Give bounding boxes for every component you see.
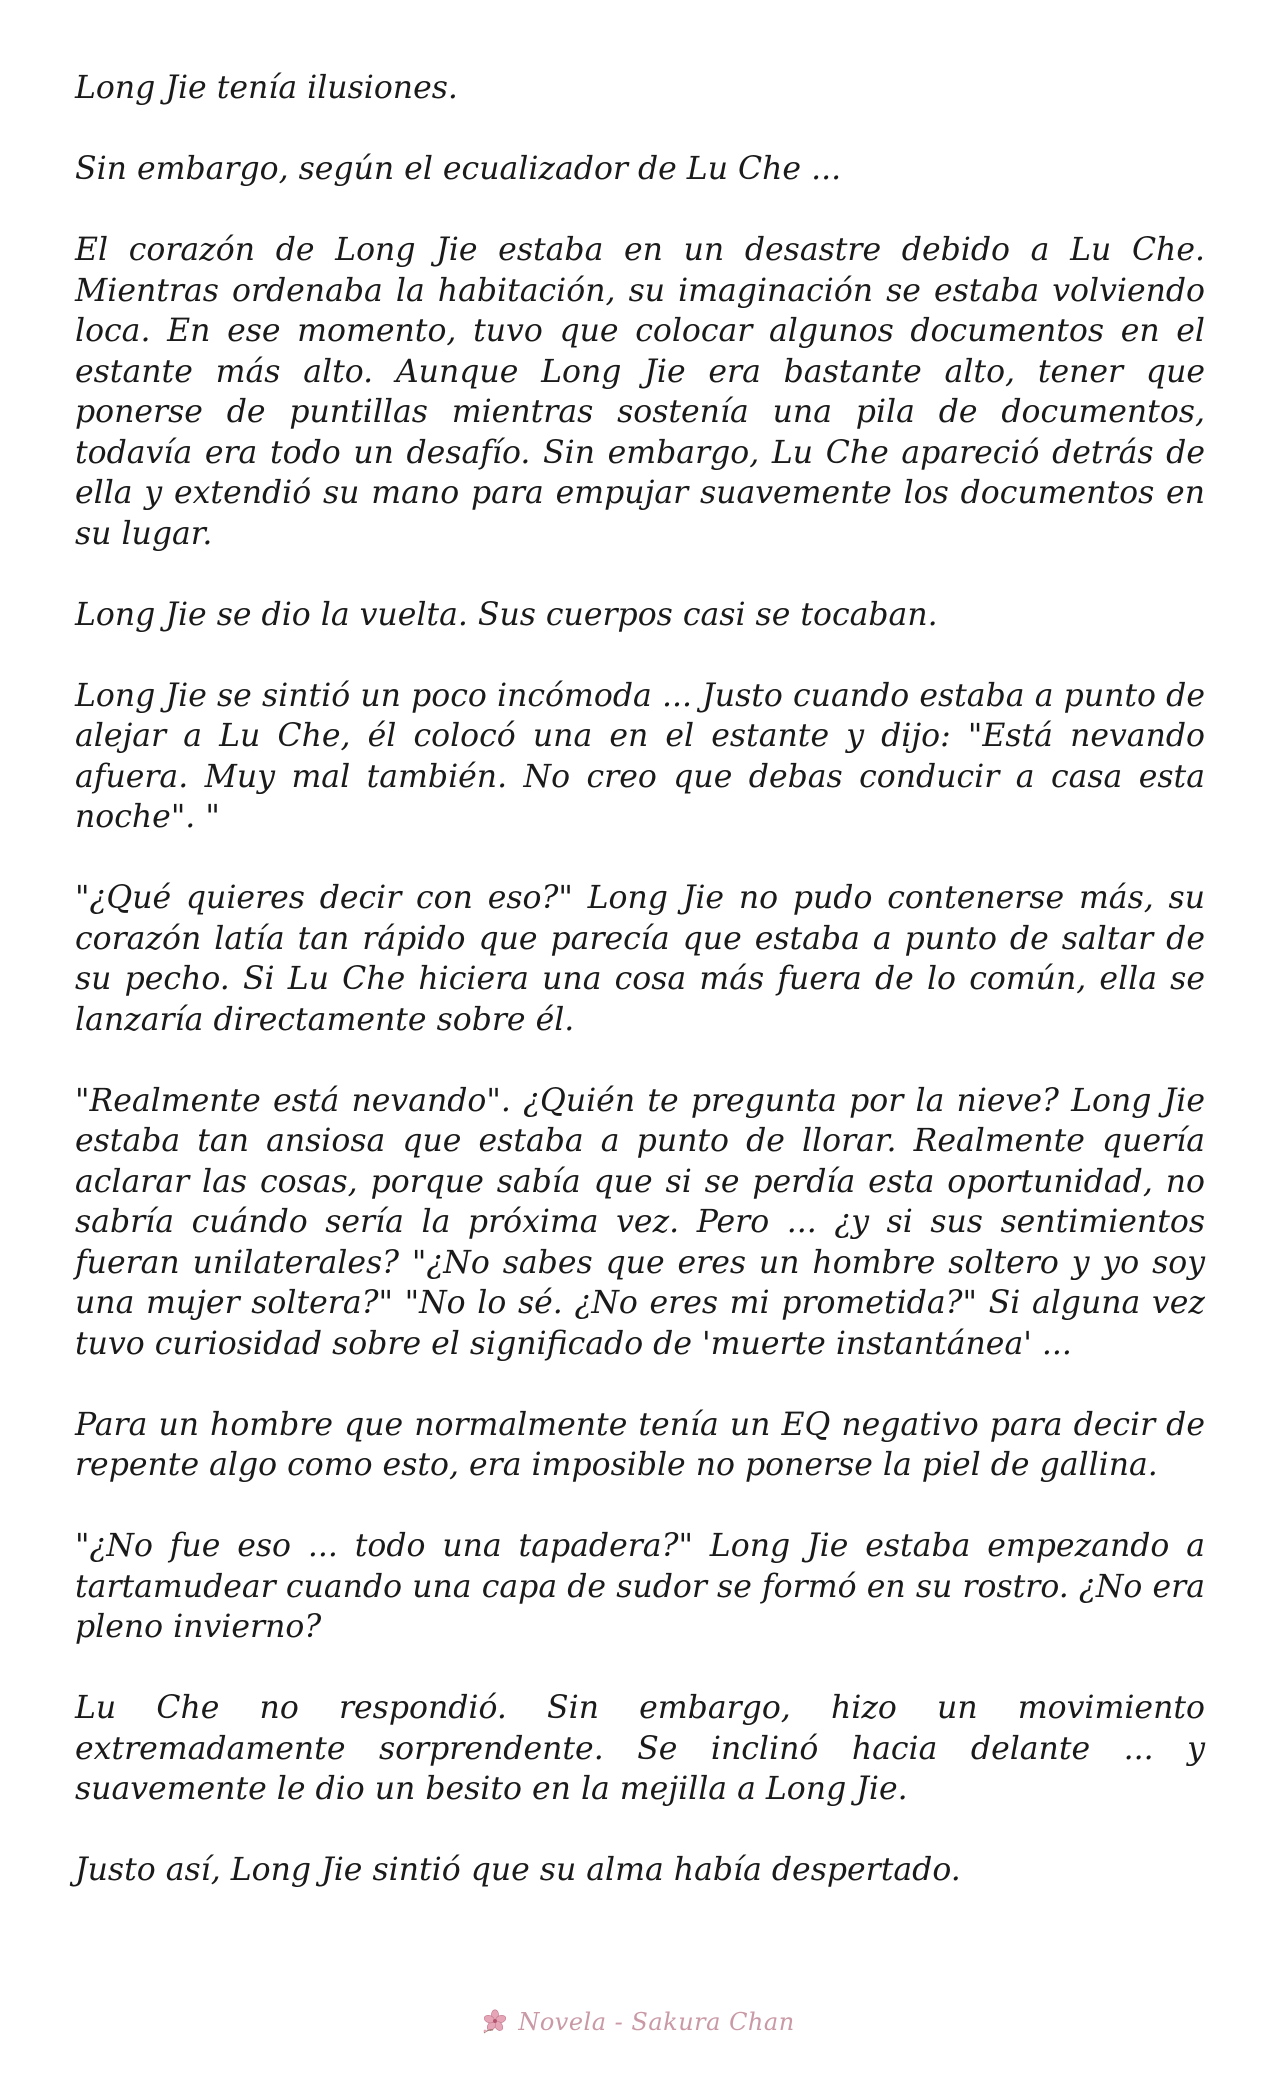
paragraph: Justo así, Long Jie sintió que su alma había despertado. (75, 1852, 961, 1888)
paragraph: Lu Che no respondió. Sin embargo, hizo un movimiento extremadamente sorprendente. Se inclinó hacia delante ... y suavemente le dio un besito en la mejilla a Long Jie. (75, 1690, 1205, 1807)
paragraph: "Realmente está nevando". ¿Quién te pregunta por la nieve? Long Jie estaba tan ansiosa que estaba a punto de llorar. Realmente quería aclarar las cosas, porque sabía que si se perdía esta oportunidad, no sabría cuándo sería la próxima vez. Pero ... ¿y si sus sentimientos fueran unilaterales? "¿No sabes que eres un hombre soltero y yo soy una mujer soltera?" "No lo sé. ¿No eres mi prometida?" Si alguna vez tuvo curiosidad sobre el significado de 'muerte instantánea' ... (75, 1082, 1205, 1362)
paragraph: Long Jie se dio la vuelta. Sus cuerpos casi se tocaban. (75, 596, 938, 633)
paragraph: "¿Qué quieres decir con eso?" Long Jie no pudo contenerse más, su corazón latía tan rápido que parecía que estaba a punto de saltar de su pecho. Si Lu Che hiciera una cosa más fuera de lo común, ella se lanzaría directamente sobre él. (75, 880, 1205, 1038)
watermark-text: Novela - Sakura Chan (518, 2008, 795, 2036)
sakura-flower-icon (480, 2007, 510, 2037)
document-body (75, 68, 1205, 1891)
paragraph: Para un hombre que normalmente tenía un EQ negativo para decir de repente algo como esto, era imposible no ponerse la piel de gallina. (75, 1406, 1205, 1483)
watermark (0, 2002, 1275, 2042)
paragraph: Long Jie tenía ilusiones. (75, 70, 458, 106)
paragraph: Long Jie se sintió un poco incómoda ... Justo cuando estaba a punto de alejar a Lu Che, él colocó una en el estante y dijo: "Está nevando afuera. Muy mal también. No creo que debas conducir a casa esta noche". " (75, 677, 1205, 835)
paragraph: Sin embargo, según el ecualizador de Lu Che ... (75, 151, 842, 187)
paragraph: "¿No fue eso ... todo una tapadera?" Long Jie estaba empezando a tartamudear cuando una capa de sudor se formó en su rostro. ¿No era pleno invierno? (75, 1528, 1205, 1645)
paragraph: El corazón de Long Jie estaba en un desastre debido a Lu Che. Mientras ordenaba la habitación, su imaginación se estaba volviendo loca. En ese momento, tuvo que colocar algunos documentos en el estante más alto. Aunque Long Jie era bastante alto, tener que ponerse de puntillas mientras sostenía una pila de documentos, todavía era todo un desafío. Sin embargo, Lu Che apareció detrás de ella y extendió su mano para empujar suavemente los documentos en su lugar. (75, 232, 1205, 552)
